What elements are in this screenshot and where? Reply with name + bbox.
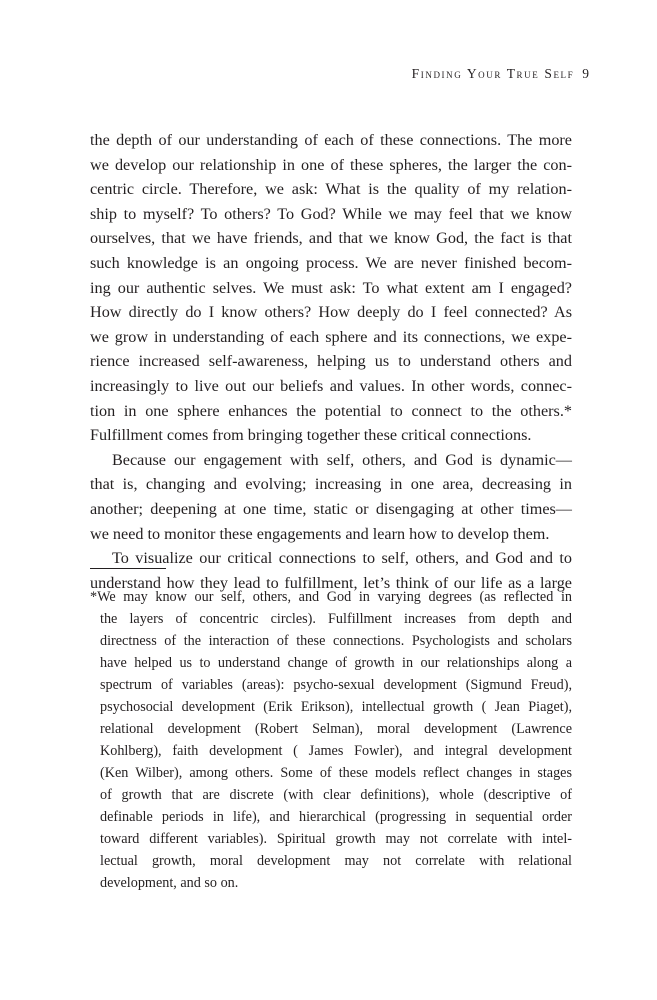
body-line: we grow in understanding of each sphere and its connections, we expe- [90,327,572,346]
body-line: Fulfillment comes from bringing together these critical connections. [90,426,532,445]
footnote-line: of growth that are discrete (with clear definitions), whole (descriptive of [100,787,572,803]
footnote [90,586,572,894]
body-line: another; deepening at one time, static or disengaging at other times— [90,499,572,518]
footnote-line: relational development (Robert Selman), moral development (Lawrence [100,721,572,737]
footnote-line: lectual growth, moral development may not correlate with relational [100,853,572,869]
footnote-line: spectrum of variables (areas): psycho-sexual development (Sigmund Freud), [100,677,572,693]
footnote-line: have helped us to understand change of growth in our relationships along a [100,655,572,671]
body-line: such knowledge is an ongoing process. We are never finished becom- [90,253,572,272]
body-line: increasingly to live out our beliefs and values. In other words, connec- [90,376,572,395]
body-line: rience increased self-awareness, helping us to understand others and [90,352,572,371]
body-line: Because our engagement with self, others, and God is dynamic— [112,450,572,469]
footnote-rule [90,568,166,569]
footnote-line: development, and so on. [100,875,239,891]
body-line: the depth of our understanding of each of these connections. The more [90,131,572,149]
footnote-line: directness of the interaction of these connections. Psychologists and scholars [100,633,572,649]
body-line: we develop our relationship in one of these spheres, the larger the con- [90,155,572,174]
footnote-line: (Ken Wilber), among others. Some of these models reflect changes in stages [100,765,572,781]
footnote-line: *We may know our self, others, and God in varying degrees (as reflected in [90,589,572,605]
footnote-line: Kohlberg), faith development ( James Fowler), and integral development [100,743,572,759]
footnote-line: definable periods in life), and hierarchical (progressing in sequential order [100,809,572,825]
body-line: ourselves, that we have friends, and that we know God, the fact is that [90,229,572,248]
body-line: To visualize our critical connections to self, others, and God and to [112,549,572,568]
running-head-title: Finding Your True Self [411,66,575,81]
body-text [90,128,572,595]
body-line: tion in one sphere enhances the potential to connect to the others.* [90,401,572,420]
body-line: understand how they lead to fulfillment, let’s think of our life as a large [90,573,572,592]
body-line: ing our authentic selves. We must ask: To what extent am I engaged? [90,278,572,297]
body-line: How directly do I know others? How deeply do I feel connected? As [90,303,572,322]
body-line: we need to monitor these engagements and learn how to develop them. [90,524,550,543]
footnote-line: psychosocial development (Erik Erikson), intellectual growth ( Jean Piaget), [100,699,572,715]
footnote-line: the layers of concentric circles). Fulfillment increases from depth and [100,611,572,627]
body-line: centric circle. Therefore, we ask: What is the quality of my relation- [90,180,572,199]
page-number: 9 [582,66,589,81]
running-head [412,66,589,82]
body-line: ship to myself? To others? To God? While we may feel that we know [90,204,572,223]
footnote-line: toward different variables). Spiritual growth may not correlate with intel- [100,831,572,847]
body-line: that is, changing and evolving; increasing in one area, decreasing in [90,475,572,494]
